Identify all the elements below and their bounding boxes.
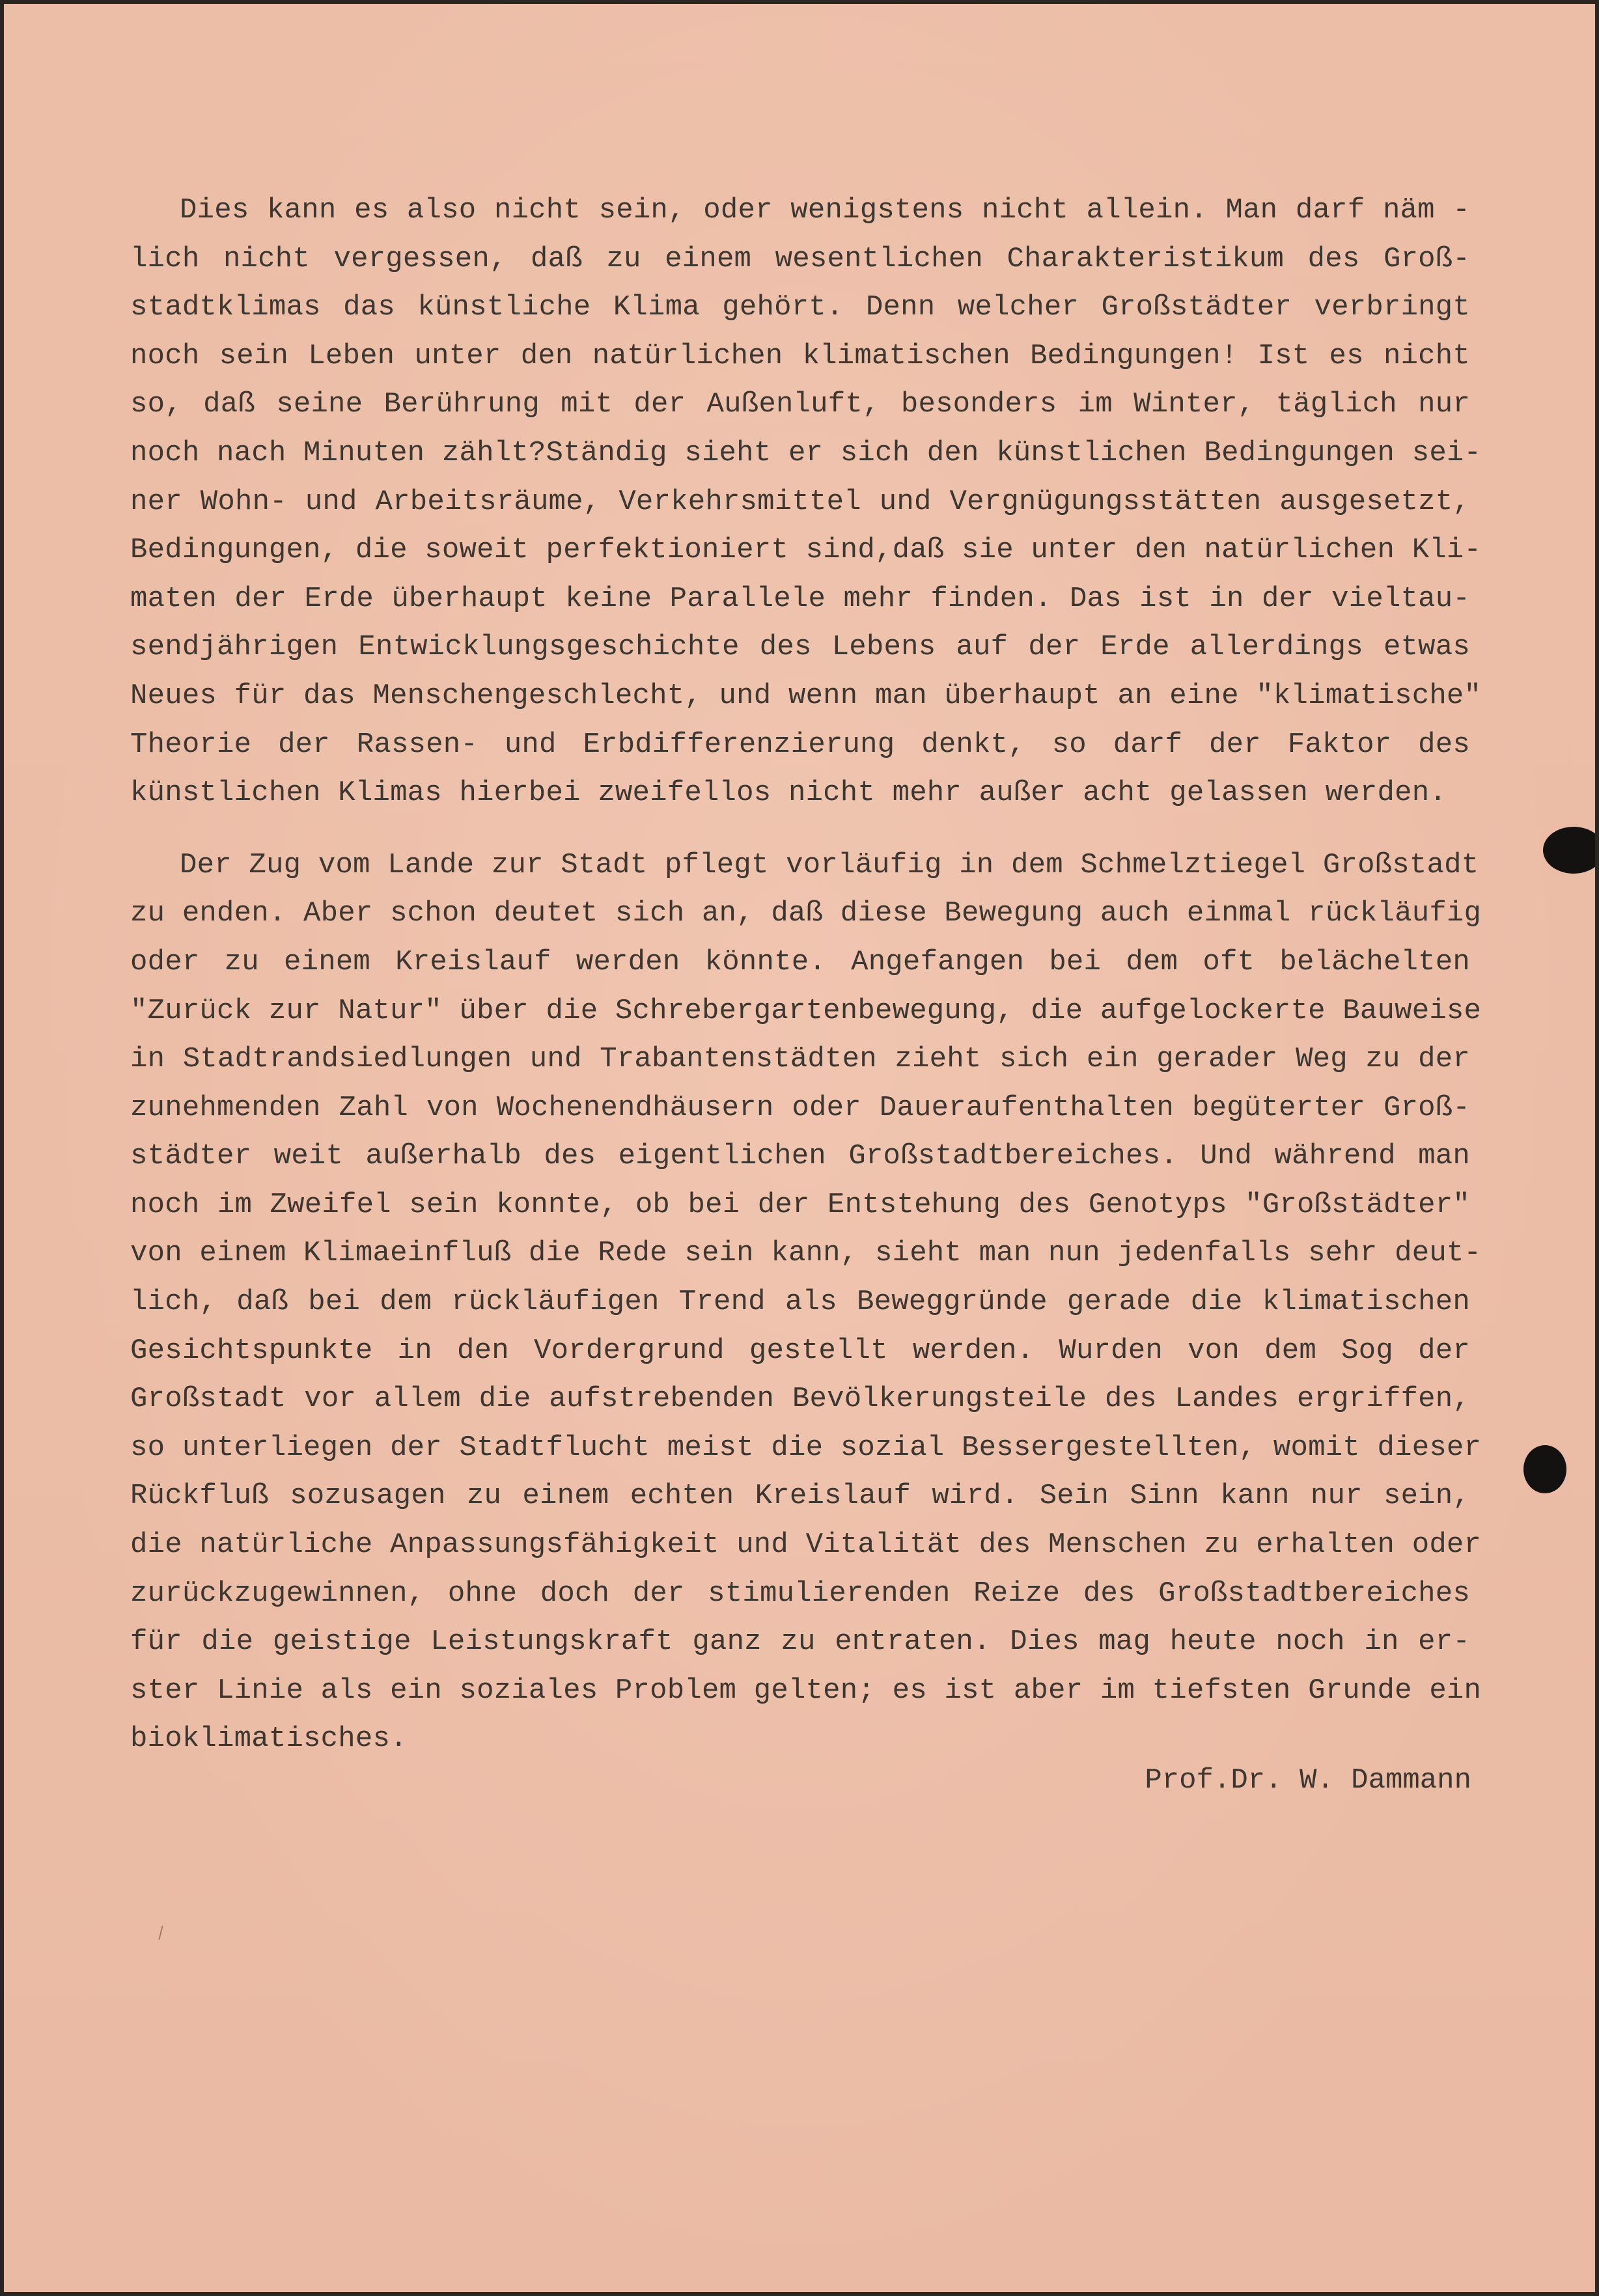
paragraph-2: [130, 841, 1482, 1763]
text-line: Gesichtspunkte in den Vordergrund gestellt werden. Wurden von dem Sog der: [130, 1334, 1470, 1367]
text-line: städter weit außerhalb des eigentlichen Großstadtbereiches. Und während man: [130, 1140, 1470, 1173]
text-line: Bedingungen, die soweit perfektioniert sind,daß sie unter den natürlichen Kli-: [130, 534, 1482, 567]
document-page: [4, 4, 1595, 2292]
author-signature: Prof.Dr. W. Dammann: [1145, 1764, 1471, 1797]
text-line: zunehmenden Zahl von Wochenendhäusern oder Daueraufenthalten begüterter Groß-: [130, 1091, 1470, 1124]
text-line: lich nicht vergessen, daß zu einem wesentlichen Charakteristikum des Groß-: [130, 242, 1470, 275]
text-line: in Stadtrandsiedlungen und Trabantenstädten zieht sich ein gerader Weg zu der: [130, 1043, 1470, 1076]
text-line: bioklimatisches.: [130, 1722, 408, 1756]
text-line: für die geistige Leistungskraft ganz zu entraten. Dies mag heute noch in er-: [130, 1625, 1470, 1659]
punch-hole: [1523, 1445, 1566, 1493]
text-line: noch sein Leben unter den natürlichen klimatischen Bedingungen! Ist es nicht: [130, 339, 1470, 372]
text-line: die natürliche Anpassungsfähigkeit und Vitalität des Menschen zu erhalten oder: [130, 1528, 1482, 1562]
text-line: so, daß seine Berührung mit der Außenluft, besonders im Winter, täglich nur: [130, 388, 1470, 421]
punch-hole: [1543, 827, 1595, 874]
stray-pencil-mark: [158, 1926, 163, 1940]
text-line: Der Zug vom Lande zur Stadt pflegt vorläufig in dem Schmelztiegel Großstadt: [180, 848, 1479, 881]
text-line: Dies kann es also nicht sein, oder wenigstens nicht allein. Man darf näm -: [180, 194, 1470, 227]
text-line: Rückfluß sozusagen zu einem echten Kreislauf wird. Sein Sinn kann nur sein,: [130, 1480, 1470, 1513]
text-line: künstlichen Klimas hierbei zweifellos nicht mehr außer acht gelassen werden.: [130, 777, 1447, 810]
text-line: noch im Zweifel sein konnte, ob bei der Entstehung des Genotyps "Großstädter": [130, 1188, 1470, 1221]
text-line: Theorie der Rassen- und Erbdifferenzierung denkt, so darf der Faktor des: [130, 728, 1470, 761]
text-line: zu enden. Aber schon deutet sich an, daß diese Bewegung auch einmal rückläufig: [130, 897, 1482, 930]
text-line: sendjährigen Entwicklungsgeschichte des Lebens auf der Erde allerdings etwas: [130, 631, 1470, 664]
text-line: stadtklimas das künstliche Klima gehört. Denn welcher Großstädter verbringt: [130, 291, 1470, 324]
text-line: ner Wohn- und Arbeitsräume, Verkehrsmittel und Vergnügungsstätten ausgesetzt,: [130, 485, 1470, 518]
text-line: von einem Klimaeinfluß die Rede sein kann, sieht man nun jedenfalls sehr deut-: [130, 1237, 1482, 1270]
text-line: maten der Erde überhaupt keine Parallele mehr finden. Das ist in der vieltau-: [130, 582, 1470, 615]
text-line: lich, daß bei dem rückläufigen Trend als Beweggründe gerade die klimatischen: [130, 1286, 1470, 1319]
text-line: Neues für das Menschengeschlecht, und wenn man überhaupt an eine "klimatische": [130, 679, 1482, 712]
text-line: noch nach Minuten zählt?Ständig sieht er sich den künstlichen Bedingungen sei-: [130, 436, 1482, 469]
text-line: zurückzugewinnen, ohne doch der stimulierenden Reize des Großstadtbereiches: [130, 1577, 1470, 1610]
paragraph-1: [130, 186, 1482, 818]
body-text: [130, 186, 1482, 1763]
text-line: Großstadt vor allem die aufstrebenden Bevölkerungsteile des Landes ergriffen,: [130, 1383, 1470, 1416]
text-line: ster Linie als ein soziales Problem gelten; es ist aber im tiefsten Grunde ein: [130, 1674, 1482, 1707]
text-line: so unterliegen der Stadtflucht meist die sozial Bessergestellten, womit dieser: [130, 1431, 1482, 1464]
text-line: oder zu einem Kreislauf werden könnte. Angefangen bei dem oft belächelten: [130, 945, 1470, 978]
text-line: "Zurück zur Natur" über die Schrebergartenbewegung, die aufgelockerte Bauweise: [130, 994, 1482, 1027]
